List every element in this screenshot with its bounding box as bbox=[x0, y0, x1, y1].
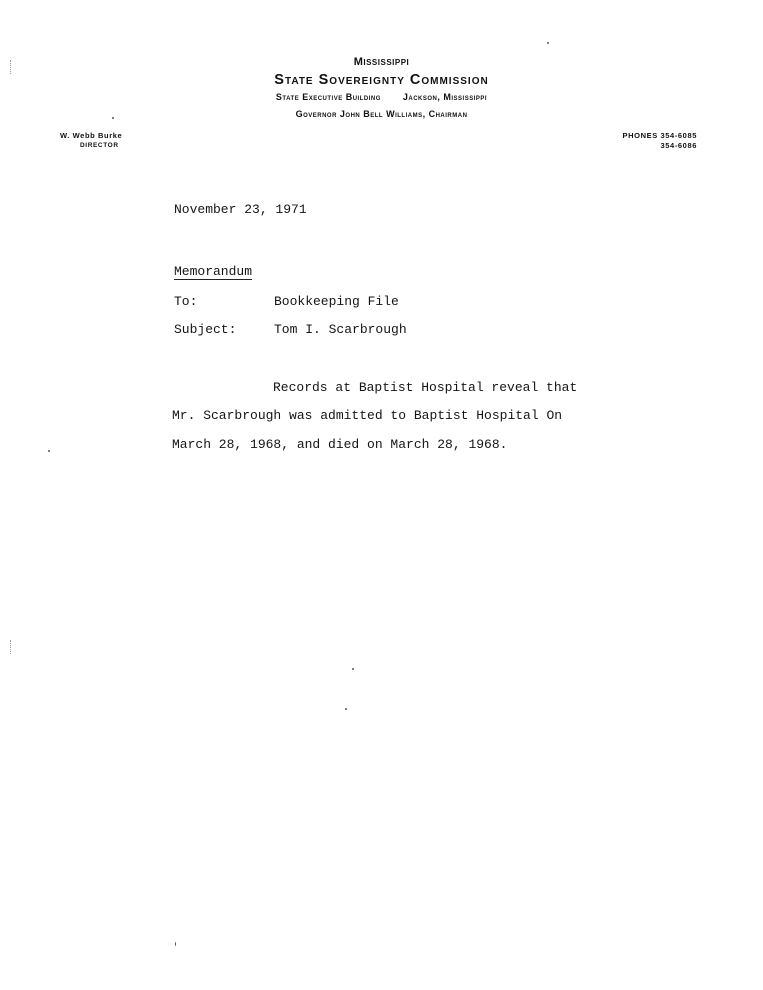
letterhead-building: State Executive Building bbox=[275, 92, 381, 102]
speck bbox=[345, 708, 347, 710]
speck bbox=[175, 942, 176, 946]
to-label: To: bbox=[174, 294, 198, 309]
edge-mark bbox=[10, 640, 11, 654]
phone-line-2: 354-6086 bbox=[660, 141, 697, 150]
body-line: March 28, 1968, and died on March 28, 1968. bbox=[172, 437, 508, 452]
to-value: Bookkeeping File bbox=[274, 294, 399, 309]
speck bbox=[547, 42, 549, 44]
letterhead-address bbox=[0, 92, 763, 102]
speck bbox=[352, 668, 354, 670]
letterhead-city: Jackson, Mississippi bbox=[402, 92, 488, 102]
edge-mark bbox=[10, 60, 11, 74]
phone-line-1: PHONES 354-6085 bbox=[622, 131, 697, 140]
letterhead-governor: Governor John Bell Williams, Chairman bbox=[295, 109, 468, 119]
body-line: Mr. Scarbrough was admitted to Baptist Hospital On bbox=[172, 408, 563, 423]
subject-label: Subject: bbox=[174, 322, 237, 337]
letterhead-commission: State Sovereignty Commission bbox=[274, 72, 489, 88]
speck bbox=[48, 450, 50, 452]
director-name: W. Webb Burke bbox=[60, 131, 123, 140]
body-line: Records at Baptist Hospital reveal that bbox=[273, 380, 578, 395]
memo-type-heading: Memorandum bbox=[174, 264, 253, 279]
subject-value: Tom I. Scarbrough bbox=[274, 322, 407, 337]
letterhead-state: Mississippi bbox=[353, 56, 410, 68]
memo-date: November 23, 1971 bbox=[174, 202, 307, 217]
speck bbox=[112, 117, 114, 119]
director-title: DIRECTOR bbox=[80, 142, 119, 149]
